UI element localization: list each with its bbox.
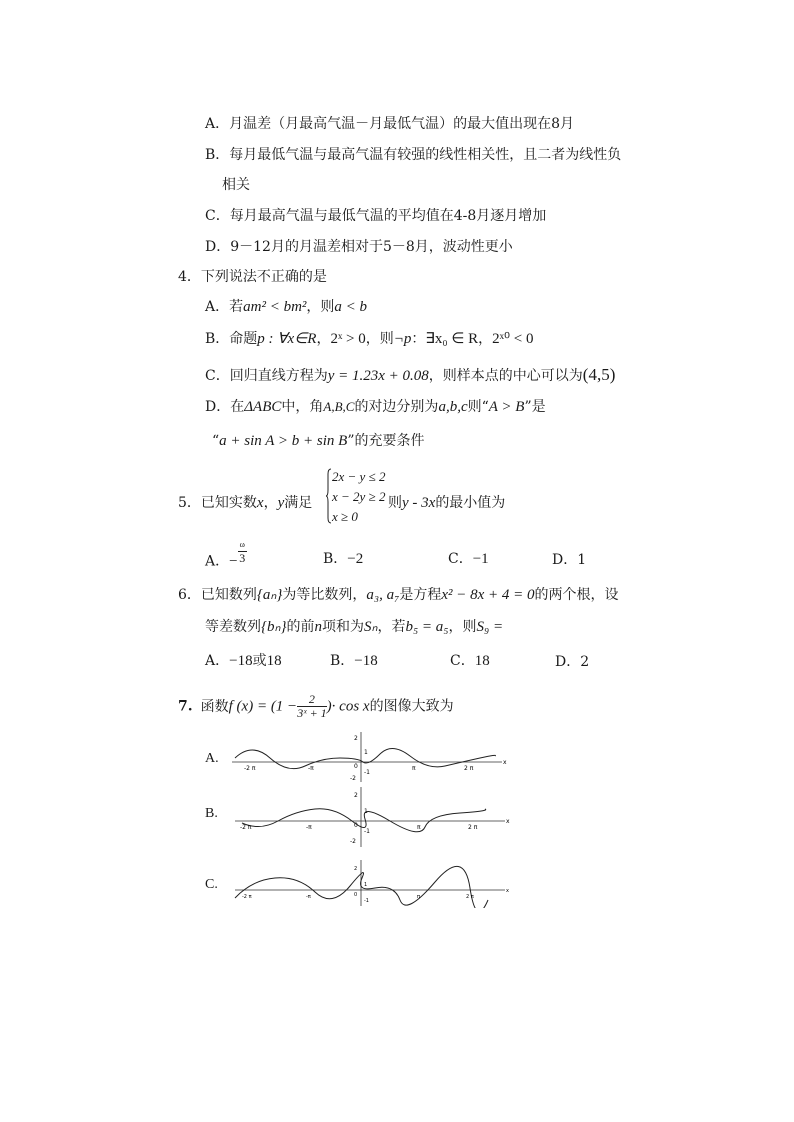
q7-after: )· cos x xyxy=(326,698,370,715)
q5-y: y xyxy=(277,495,285,511)
q4-d-math1: ΔABC xyxy=(244,399,282,415)
q4-stem: 4．下列说法不正确的是 xyxy=(178,269,327,285)
graph-c-tick-neg2pi: -2 π xyxy=(242,894,252,900)
q6-stem-line1 xyxy=(178,586,619,604)
q5-sys-row2: x − 2y ≥ 2 xyxy=(332,489,386,504)
graph-c-x-label: x xyxy=(506,888,509,894)
q5-a-frac-den: 3 xyxy=(239,551,246,565)
q5-option-d: D．1 xyxy=(552,552,587,568)
graph-a-y1: 1 xyxy=(364,749,368,756)
q6-option-c xyxy=(450,652,490,670)
q4-c-math2: (4,5) xyxy=(582,365,616,384)
q4-option-c xyxy=(205,366,615,385)
q5-c-val: −1 xyxy=(472,551,489,567)
q6-a-mid: 或 xyxy=(252,653,267,669)
q6-t4: 的前 xyxy=(286,619,315,635)
graph-b-tick-pi: π xyxy=(417,824,421,831)
q3-option-c: C．每月最高气温与最低气温的平均值在4-8月逐月增加 xyxy=(205,208,547,224)
q6-a-val2: 18 xyxy=(266,653,282,669)
graph-c-tick-pi: π xyxy=(417,894,421,900)
graph-b-y1: 1 xyxy=(364,808,368,815)
graph-a-tick-negpi: -π xyxy=(308,765,314,772)
q4-d-label: D．在 xyxy=(205,399,245,415)
q5-post-pre: 则 xyxy=(388,495,402,511)
q3-option-d: D．9－12月的月温差相对于5－8月，波动性更小 xyxy=(205,239,513,255)
q6-b-val: −18 xyxy=(354,653,378,669)
q4-a-mid: ，则 xyxy=(306,299,335,315)
q6-l2-pre: 等差数列 xyxy=(205,619,261,635)
q4-b-math1: p : ∀x∈R xyxy=(257,331,317,347)
q4-d2-open: “ xyxy=(212,433,220,449)
q6-t7: ，则 xyxy=(448,619,477,635)
graph-c-ym1: -1 xyxy=(364,898,369,904)
q4-d-mid3: 则“ xyxy=(467,399,489,415)
q4-c-math: y = 1.23x + 0.08 xyxy=(327,368,429,384)
q4-b-math3: ¬p xyxy=(393,331,412,347)
q5-stem xyxy=(178,494,312,512)
graph-c-curve xyxy=(235,866,488,908)
q4-b-math5: 2ˣ⁰ < 0 xyxy=(492,331,534,347)
q4-d-math4: A > B xyxy=(488,399,525,415)
q5-post-end: 的最小值为 xyxy=(435,495,506,511)
q4-b-sep2: ， xyxy=(478,331,493,347)
q5-option-c xyxy=(448,550,489,568)
q5-b-val: −2 xyxy=(347,551,364,567)
q6-b-label: B． xyxy=(330,653,355,669)
q5-sys-row1: 2x − y ≤ 2 xyxy=(332,469,386,484)
graph-a-x-label: x xyxy=(503,759,507,766)
graph-a-ym2: -2 xyxy=(350,775,356,782)
graph-a-label: A. xyxy=(205,751,219,766)
graph-a-tick-pi: π xyxy=(412,765,416,772)
q6-c-label: C． xyxy=(450,653,475,669)
q7-stem xyxy=(178,693,454,720)
q4-b-colon: ： xyxy=(411,331,426,347)
q4-d-end: ”是 xyxy=(524,399,546,415)
graph-c-tick-negpi: -π xyxy=(306,894,311,900)
q5-system xyxy=(326,468,386,528)
graph-b-tick-negpi: -π xyxy=(306,824,312,831)
q6-t6: ，若 xyxy=(377,619,406,635)
q4-d-math2: A,B,C xyxy=(323,399,355,414)
q6-a-val: −18 xyxy=(229,653,253,669)
graph-a-y2: 2 xyxy=(354,735,358,742)
graph-a-tick-neg2pi: -2 π xyxy=(244,765,256,772)
q5-mid: 满足 xyxy=(284,495,313,511)
q6-option-d: D．2 xyxy=(555,654,590,670)
q4-a-math: am² < bm² xyxy=(243,299,307,315)
graph-c-tick-2pi: 2 π xyxy=(466,894,474,900)
q3-option-b-line2: 相关 xyxy=(222,177,250,193)
q7-pre: 函数 xyxy=(200,698,229,715)
q5-x: x xyxy=(256,495,264,511)
q5-b-label: B． xyxy=(323,551,348,567)
graph-a-tick-2pi: 2 π xyxy=(464,765,474,772)
q4-d-mid2: 的对边分别为 xyxy=(354,399,439,415)
q4-b-math2: 2ˣ > 0 xyxy=(330,331,366,347)
graph-b-tick-neg2pi: -2 π xyxy=(240,824,252,831)
q4-b-math4: ∃x₀ ∈ R xyxy=(425,331,479,347)
graph-a-ym1: -1 xyxy=(364,769,370,776)
q4-c-mid: ，则样本点的中心可以为 xyxy=(428,368,583,384)
q5-sep: ， xyxy=(263,495,278,511)
graph-b-ym2: -2 xyxy=(350,838,356,845)
q4-d-math3: a,b,c xyxy=(438,399,468,415)
q4-d-mid1: 中，角 xyxy=(281,399,324,415)
q6-stem-line2 xyxy=(205,618,503,636)
q7-fraction xyxy=(297,693,326,720)
q4-b-mid: ，则 xyxy=(365,331,394,347)
graph-c-y0: 0 xyxy=(354,892,358,898)
graph-b xyxy=(230,785,515,850)
q4-option-d-line2 xyxy=(212,432,425,450)
q4-b-label: B．命题 xyxy=(205,331,258,347)
q7-frac-num: 2 xyxy=(297,693,326,707)
q6-pre: 6．已知数列 xyxy=(178,587,257,603)
q4-d2-math: a + sin A > b + sin B xyxy=(219,433,348,449)
q6-m6: Sₙ xyxy=(363,619,378,635)
graph-b-x-label: x xyxy=(506,818,510,825)
q5-post-math: y - 3x xyxy=(402,495,436,511)
graph-b-ym1: -1 xyxy=(364,828,370,835)
q6-m5: n xyxy=(314,619,322,635)
q5-a-frac-num: ω xyxy=(238,538,247,552)
q6-t3: 的两个根，设 xyxy=(534,587,619,603)
q5-a-minus: − xyxy=(229,553,238,570)
q7-f: f (x) = (1 − xyxy=(228,698,298,715)
q5-pre: 5．已知实数 xyxy=(178,495,257,511)
q6-m1: {aₙ} xyxy=(256,587,283,603)
q6-m7: b₅ = a₅ xyxy=(405,619,449,635)
q4-option-b xyxy=(205,330,533,348)
q5-option-b xyxy=(323,550,363,568)
q6-m4: {bₙ} xyxy=(261,619,287,635)
q4-option-d xyxy=(205,398,546,416)
graph-a xyxy=(230,730,510,785)
q5-stem-end xyxy=(388,494,505,512)
graph-b-tick-2pi: 2 π xyxy=(468,824,478,831)
q6-c-val: 18 xyxy=(474,653,490,669)
q4-b-sep: ， xyxy=(316,331,331,347)
q5-c-label: C． xyxy=(448,551,473,567)
q6-m2: a₃, a₇ xyxy=(366,587,400,603)
q6-option-b xyxy=(330,652,378,670)
graph-c xyxy=(230,858,515,908)
q6-a-label: A． xyxy=(205,653,230,669)
graph-b-label: B. xyxy=(205,806,218,821)
q6-m8: S₉ = xyxy=(476,619,504,635)
q6-t1: 为等比数列， xyxy=(282,587,367,603)
q7-num: 7. xyxy=(178,698,193,715)
q4-option-a xyxy=(205,298,367,316)
graph-c-label: C. xyxy=(205,877,218,892)
graph-b-y0: 0 xyxy=(354,822,358,829)
q4-d2-end: ”的充要条件 xyxy=(347,433,425,449)
q6-t5: 项和为 xyxy=(321,619,364,635)
q4-a-math2: a < b xyxy=(334,299,368,315)
q3-option-b-line1: B．每月最低气温与最高气温有较强的线性相关性，且二者为线性负 xyxy=(205,147,622,163)
q3-option-a: A．月温差（月最高气温－月最低气温）的最大值出现在8月 xyxy=(205,116,575,132)
q4-c-label: C．回归直线方程为 xyxy=(205,368,328,384)
q5-a-label: A． xyxy=(205,553,230,570)
q7-frac-den: 3ˣ + 1 xyxy=(297,706,327,720)
graph-b-y2: 2 xyxy=(354,792,358,799)
q6-t2: 是方程 xyxy=(399,587,442,603)
q7-end: 的图像大致为 xyxy=(369,698,454,715)
q5-sys-row3: x ≥ 0 xyxy=(332,509,358,524)
q6-option-a xyxy=(205,652,282,670)
graph-c-y2: 2 xyxy=(354,866,358,872)
q5-a-fraction xyxy=(238,538,247,565)
q6-m3: x² − 8x + 4 = 0 xyxy=(441,587,535,603)
graph-c-y1: 1 xyxy=(364,882,368,888)
graph-a-y0: 0 xyxy=(354,763,358,770)
q5-option-a xyxy=(205,540,247,575)
q4-a-label: A．若 xyxy=(205,299,244,315)
